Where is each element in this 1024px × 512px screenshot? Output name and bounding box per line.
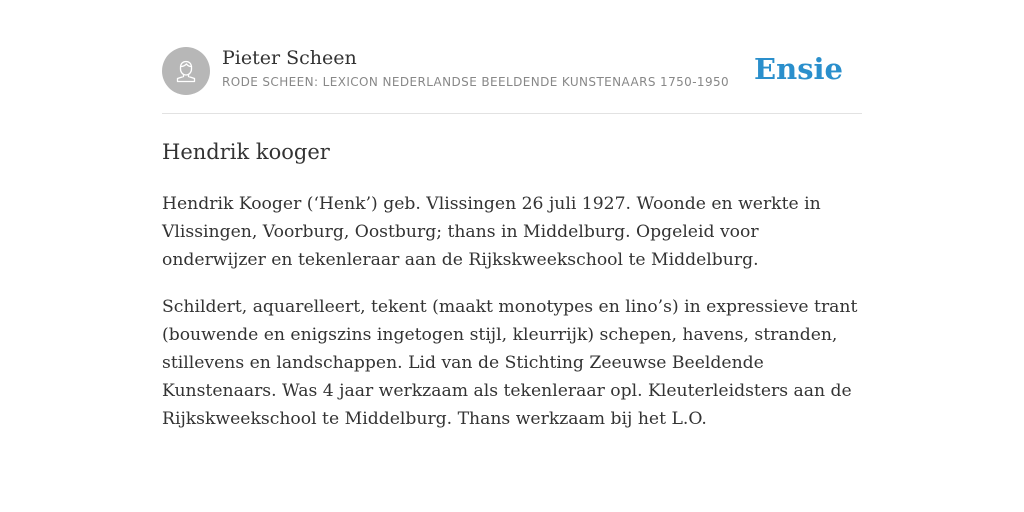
user-icon [171,56,201,86]
source-title[interactable]: RODE SCHEEN: LEXICON NEDERLANDSE BEELDENDE KUNSTENAARS 1750-1950 [222,75,730,89]
header-divider [162,113,862,114]
article-body [162,190,862,452]
avatar[interactable] [162,47,210,95]
page-title: Hendrik kooger [162,140,330,164]
article-paragraph-2: Schildert, aquarelleert, tekent (maakt monotypes en lino’s) in expressieve trant (bouwende en enigszins ingetogen stijl, kleurrijk) schepen, havens, stranden, stillevens en landschappen. Lid van de Stichting Zeeuwse Beeldende Kunstenaars. Was 4 jaar werkzaam als tekenleraar opl. Kleuterleidsters aan de Rijkskweekschool te Middelburg. Thans werkzaam bij het L.O. [162,297,858,429]
ensie-logo[interactable]: Ensie [754,52,843,86]
article-header [162,46,862,96]
article-paragraph-1: Hendrik Kooger (‘Henk’) geb. Vlissingen 26 juli 1927. Woonde en werkte in Vlissingen, Voorburg, Oostburg; thans in Middelburg. Opgeleid voor onderwijzer en tekenleraar aan de Rijkskweekschool te Middelburg. [162,194,821,270]
author-name[interactable]: Pieter Scheen [222,47,357,69]
